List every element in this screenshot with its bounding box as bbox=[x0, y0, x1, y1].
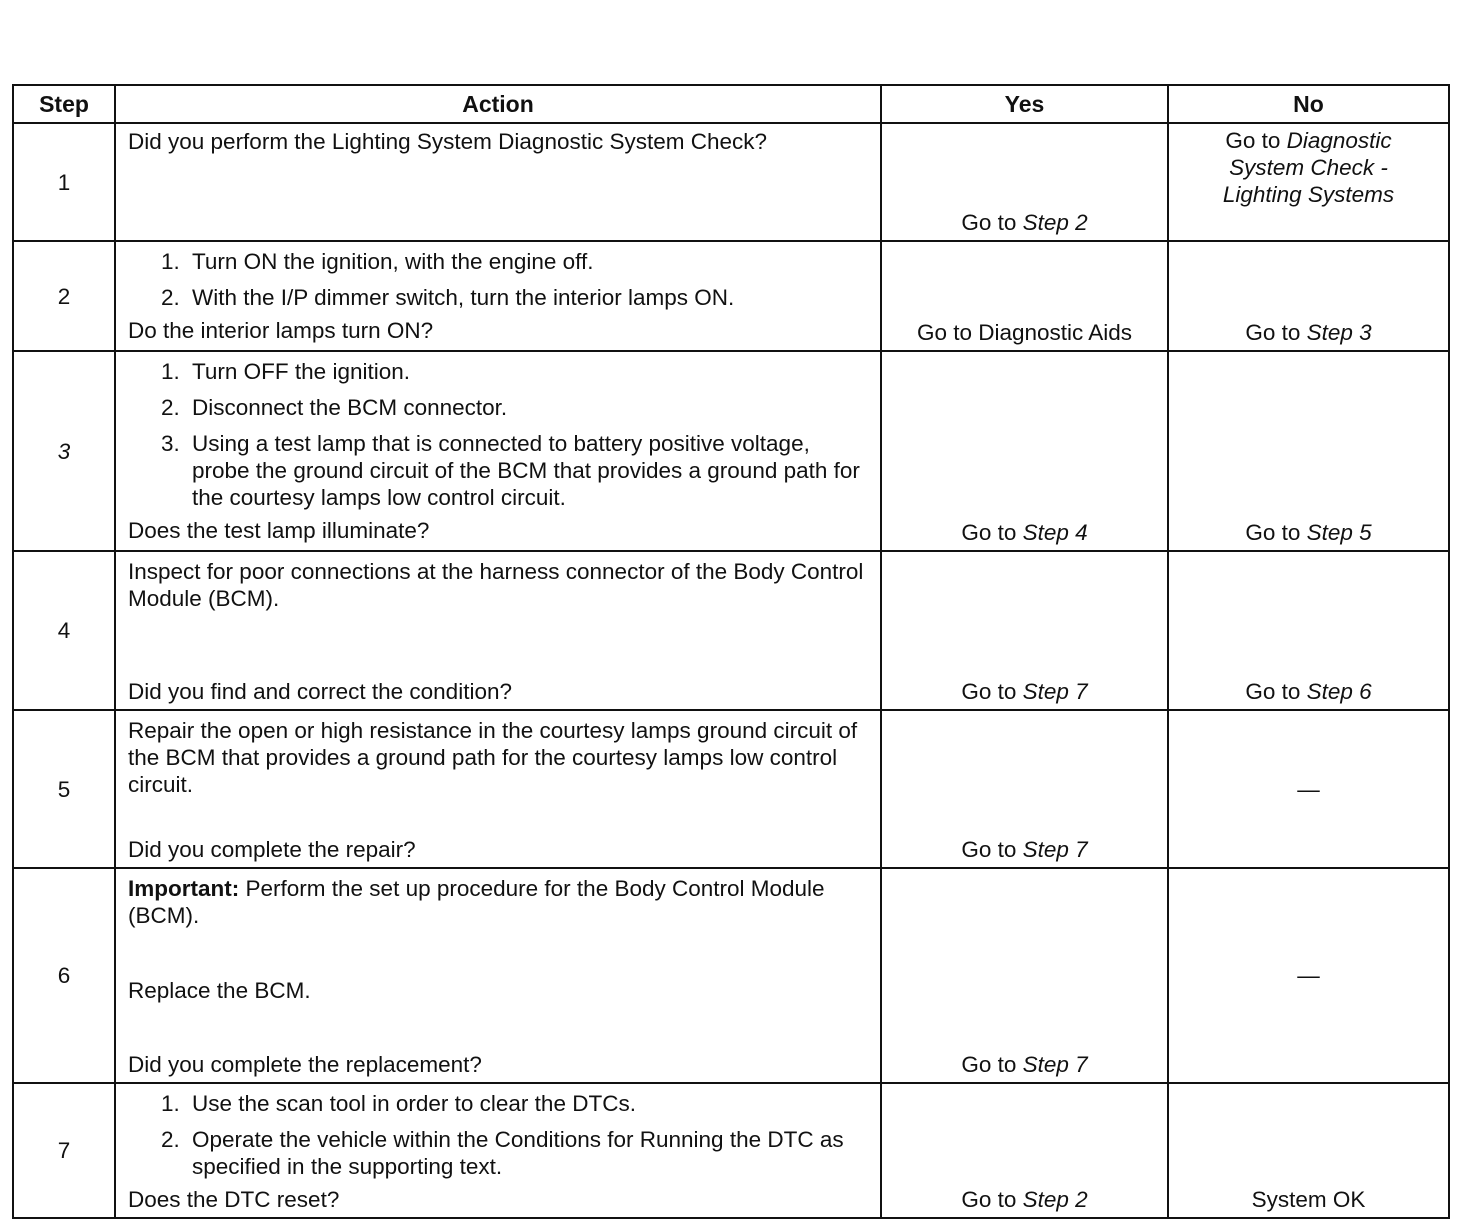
action-text: Replace the BCM. bbox=[128, 977, 311, 1003]
yes-link[interactable]: Step 2 bbox=[1022, 210, 1088, 235]
yes-link[interactable]: Step 7 bbox=[1022, 1052, 1088, 1077]
no-cell bbox=[1168, 123, 1449, 241]
table-row bbox=[13, 241, 1449, 351]
action-cell bbox=[115, 710, 881, 868]
list-item: 2. With the I/P dimmer switch, turn the interior lamps ON. bbox=[186, 284, 870, 311]
list-item: 2. Operate the vehicle within the Conditions for Running the DTC as specified in the supporting text. bbox=[186, 1126, 870, 1180]
go-to-label: Go to bbox=[961, 1052, 1017, 1077]
step-number: 1 bbox=[13, 123, 115, 241]
table-row bbox=[13, 1083, 1449, 1218]
go-to-label: Go to bbox=[961, 210, 1017, 235]
step-number: 7 bbox=[13, 1083, 115, 1218]
step-number: 4 bbox=[13, 551, 115, 710]
list-item: 1. Use the scan tool in order to clear the DTCs. bbox=[186, 1090, 870, 1117]
action-list bbox=[128, 1090, 870, 1184]
important-label: Important: bbox=[128, 876, 240, 901]
table-row bbox=[13, 351, 1449, 551]
no-dash: — bbox=[1297, 963, 1320, 988]
action-cell bbox=[115, 241, 881, 351]
yes-link[interactable]: Go to Diagnostic Aids bbox=[916, 320, 1133, 345]
action-cell bbox=[115, 351, 881, 551]
action-cell bbox=[115, 868, 881, 1083]
yes-link[interactable]: Step 4 bbox=[1022, 520, 1088, 545]
go-to-label: Go to bbox=[1245, 520, 1301, 545]
action-text: Inspect for poor connections at the harness connector of the Body Control Module (BCM). bbox=[128, 559, 864, 611]
action-question: Did you complete the repair? bbox=[128, 837, 416, 862]
yes-cell bbox=[881, 868, 1168, 1083]
action-question: Do the interior lamps turn ON? bbox=[128, 318, 434, 343]
go-to-label: Go to bbox=[961, 520, 1017, 545]
action-question: Did you complete the replacement? bbox=[128, 1052, 482, 1077]
header-no: No bbox=[1168, 85, 1449, 123]
action-cell bbox=[115, 123, 881, 241]
header-step: Step bbox=[13, 85, 115, 123]
no-link[interactable]: Diagnostic System Check - Lighting Systems bbox=[1222, 128, 1395, 207]
action-list bbox=[128, 248, 870, 315]
table-row bbox=[13, 123, 1449, 241]
yes-cell bbox=[881, 1083, 1168, 1218]
table-row bbox=[13, 551, 1449, 710]
no-link[interactable]: Step 3 bbox=[1306, 320, 1372, 345]
action-cell bbox=[115, 1083, 881, 1218]
action-question: Did you find and correct the condition? bbox=[128, 679, 512, 704]
no-dash: — bbox=[1297, 776, 1320, 802]
no-cell bbox=[1168, 551, 1449, 710]
list-item: 1. Turn ON the ignition, with the engine off. bbox=[186, 248, 870, 275]
important-note bbox=[128, 875, 870, 929]
table-row bbox=[13, 868, 1449, 1083]
no-link[interactable]: Step 6 bbox=[1306, 679, 1372, 704]
yes-link[interactable]: Step 7 bbox=[1022, 837, 1088, 862]
step-number: 6 bbox=[13, 868, 115, 1083]
list-item: 3. Using a test lamp that is connected to battery positive voltage, probe the ground circuit of the BCM that provides a ground path for the courtesy lamps low control circuit. bbox=[186, 430, 870, 511]
yes-cell bbox=[881, 241, 1168, 351]
go-to-label: Go to bbox=[1245, 320, 1301, 345]
yes-cell bbox=[881, 351, 1168, 551]
header-yes: Yes bbox=[881, 85, 1168, 123]
go-to-label: Go to bbox=[961, 1187, 1017, 1212]
list-item: 2. Disconnect the BCM connector. bbox=[186, 394, 870, 421]
diagnostic-table bbox=[12, 84, 1450, 1219]
action-cell bbox=[115, 551, 881, 710]
go-to-label: Go to bbox=[1225, 128, 1281, 153]
action-list bbox=[128, 358, 870, 515]
no-cell bbox=[1168, 241, 1449, 351]
go-to-label: Go to bbox=[961, 679, 1017, 704]
no-link[interactable]: Step 5 bbox=[1306, 520, 1372, 545]
no-cell bbox=[1168, 868, 1449, 1083]
no-cell bbox=[1168, 710, 1449, 868]
list-item: 1. Turn OFF the ignition. bbox=[186, 358, 870, 385]
yes-cell bbox=[881, 710, 1168, 868]
action-text: Did you perform the Lighting System Diagnostic System Check? bbox=[128, 129, 768, 154]
yes-cell bbox=[881, 123, 1168, 241]
header-action: Action bbox=[115, 85, 881, 123]
step-number: 2 bbox=[13, 241, 115, 351]
no-cell bbox=[1168, 1083, 1449, 1218]
important-text: Perform the set up procedure for the Body Control Module (BCM). bbox=[128, 876, 825, 928]
action-text: Repair the open or high resistance in the courtesy lamps ground circuit of the BCM that provides a ground path for the courtesy lamps low control circuit. bbox=[128, 718, 858, 797]
action-question: Does the DTC reset? bbox=[128, 1187, 340, 1212]
go-to-label: Go to bbox=[1245, 679, 1301, 704]
yes-link[interactable]: Step 7 bbox=[1022, 679, 1088, 704]
step-number bbox=[13, 351, 115, 551]
step-number: 5 bbox=[13, 710, 115, 868]
go-to-label: Go to bbox=[961, 837, 1017, 862]
no-cell bbox=[1168, 351, 1449, 551]
action-question: Does the test lamp illuminate? bbox=[128, 518, 430, 543]
step-number-text: 3 bbox=[57, 438, 71, 464]
yes-link[interactable]: Step 2 bbox=[1022, 1187, 1088, 1212]
yes-cell bbox=[881, 551, 1168, 710]
table-row bbox=[13, 710, 1449, 868]
header-row bbox=[13, 85, 1449, 123]
no-result: System OK bbox=[1251, 1187, 1366, 1212]
